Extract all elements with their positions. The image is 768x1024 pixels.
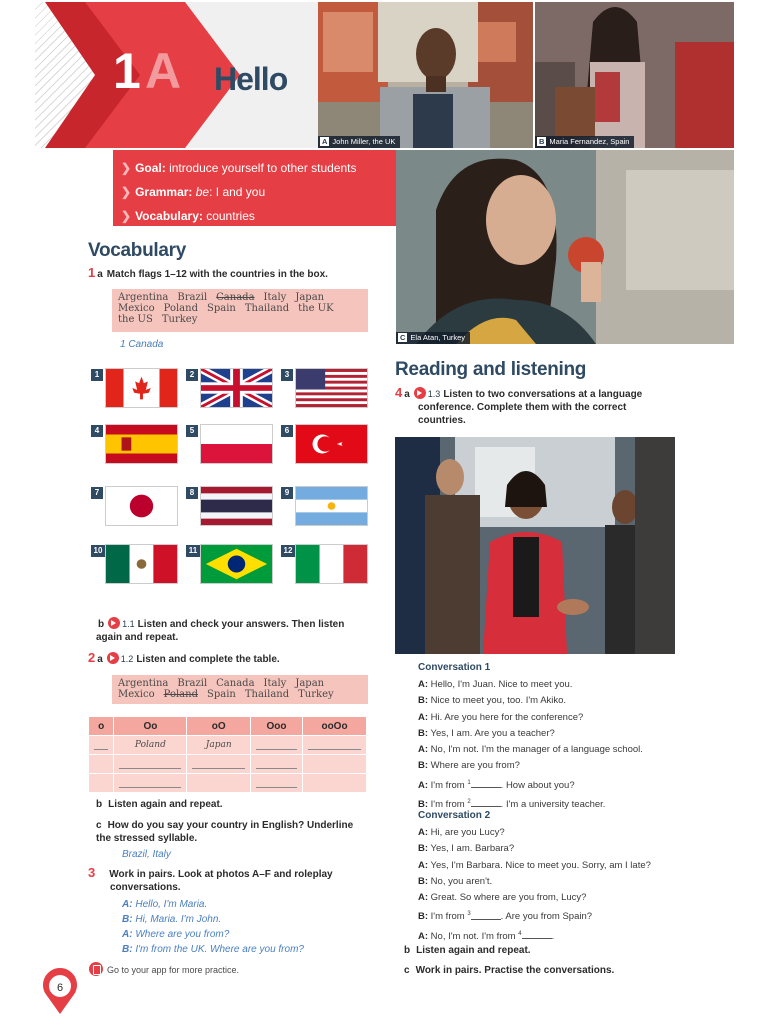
answer-blank[interactable] — [522, 931, 552, 939]
reading-heading: Reading and listening — [395, 359, 587, 380]
table-row — [89, 736, 367, 755]
photo-c-caption: C Ela Atan, Turkey — [396, 332, 470, 344]
answer-example: 1 Canada — [120, 339, 164, 350]
flag-number: 5 — [186, 425, 198, 437]
answer-blank[interactable] — [471, 780, 501, 788]
photo-a-caption: A John Miller, the UK — [318, 136, 400, 148]
flag-number: 2 — [186, 369, 198, 381]
exercise-1b: b 1.1 Listen and check your answers. Then listen again and repeat. — [96, 619, 345, 643]
grammar-line: ❯ Grammar: be: I and you — [121, 185, 266, 199]
table-header: Ooo — [250, 717, 302, 736]
audio-icon[interactable] — [108, 617, 120, 629]
table-header: o — [89, 717, 114, 736]
dialog-line: A: No, I'm not. I'm the manager of a language school. — [418, 744, 643, 756]
flag-number: 7 — [91, 487, 103, 499]
photo-a — [318, 2, 533, 148]
audio-icon[interactable] — [107, 652, 119, 664]
flag-number: 10 — [91, 545, 105, 557]
dialog-line: A: Great. So where are you from, Lucy? — [418, 892, 587, 904]
flag-argentina — [295, 486, 368, 526]
dialog-line: A: Yes, I'm Barbara. Nice to meet you. Sorry, am I late? — [418, 859, 651, 871]
conversation-2 — [418, 825, 651, 945]
flag-number: 12 — [281, 545, 295, 557]
answer-blank[interactable] — [471, 799, 501, 807]
flag-thailand — [200, 486, 273, 526]
vocabulary-line: ❯ Vocabulary: countries — [121, 209, 255, 223]
unit-header — [35, 2, 318, 148]
table-cell: Japan — [187, 736, 251, 755]
flag-spain — [105, 424, 178, 464]
exercise-2b: b Listen again and repeat. — [96, 799, 223, 810]
photo-c — [396, 150, 734, 344]
dialog-line: B: No, you aren't. — [418, 875, 493, 887]
dialog-line: B: Yes, I am. Are you a teacher? — [418, 727, 555, 739]
exercise-1a: 1 a Match flags 1–12 with the countries in the box. — [88, 265, 328, 280]
table-row — [89, 774, 367, 793]
photo-b — [535, 2, 734, 148]
conversation-1-title: Conversation 1 — [418, 662, 491, 673]
exercise-4b: b Listen again and repeat. — [404, 945, 531, 956]
flag-mexico — [105, 544, 178, 584]
exercise-4a: 4 a 1.3 Listen to two conversations at a language conference. Complete them with the correct countries. — [395, 385, 643, 426]
flag-number: 11 — [186, 545, 200, 557]
dialog-line: B: Where are you from? — [418, 760, 520, 772]
unit-letter: A — [145, 43, 182, 99]
goals-box — [113, 150, 396, 226]
flag-brazil — [200, 544, 273, 584]
exercise-2c-example: Brazil, Italy — [122, 849, 171, 860]
audio-icon[interactable] — [414, 387, 426, 399]
unit-number: 1 — [113, 43, 139, 99]
dialog-line: A: I'm from $^1$ . How about you? — [418, 779, 575, 791]
flag-number: 9 — [281, 487, 293, 499]
flag-uk — [200, 368, 273, 408]
vocabulary-heading: Vocabulary — [88, 240, 187, 261]
answer-blank[interactable] — [471, 912, 501, 920]
flag-number: 6 — [281, 425, 293, 437]
country-word-box-2: Argentina Brazil Canada Italy Japan Mexico Poland Spain Thailand Turkey — [112, 675, 368, 704]
unit-chevron-shape — [45, 2, 240, 148]
exercise-4c: c Work in pairs. Practise the conversations. — [404, 965, 615, 976]
goal-line: ❯ Goal: introduce yourself to other students — [121, 161, 357, 175]
chevron-right-icon: ❯ — [121, 209, 132, 223]
dialog-line: B: I'm from $^3$ . Are you from Spain? — [418, 911, 593, 923]
exercise-3-dialog: A: Hello, I'm Maria. B: Hi, Maria. I'm John. A: Where are you from? B: I'm from the UK. Where are you from? — [122, 899, 304, 955]
dialog-line: B: Yes, I am. Barbara? — [418, 843, 515, 855]
dialog-line: A: No, I'm not. I'm from $^4$ . — [418, 930, 555, 943]
page-number: 6 — [56, 982, 64, 994]
photo-b-caption: B Maria Fernandez, Spain — [535, 136, 634, 148]
dialog-line: A: Hello, I'm Juan. Nice to meet you. — [418, 679, 573, 690]
conversation-2-title: Conversation 2 — [418, 810, 491, 821]
flag-number: 4 — [91, 425, 103, 437]
app-practice-link[interactable]: Go to your app for more practice. — [89, 962, 239, 976]
exercise-3: 3 Work in pairs. Look at photos A–F and roleplay conversations. — [88, 865, 333, 893]
chevron-right-icon: ❯ — [121, 161, 132, 175]
table-cell: Poland — [114, 736, 187, 755]
dialog-line: A: Hi, are you Lucy? — [418, 827, 505, 838]
table-row — [89, 755, 367, 774]
flag-italy — [295, 544, 368, 584]
flag-turkey — [295, 424, 368, 464]
table-header: ooOo — [303, 717, 367, 736]
flag-poland — [200, 424, 273, 464]
dialog-line: B: I'm from $^2$ . I'm a university teacher. — [418, 799, 606, 811]
unit-title: Hello — [214, 61, 288, 97]
chevron-right-icon: ❯ — [121, 185, 132, 199]
exercise-2a: 2 a 1.2 Listen and complete the table. — [88, 650, 280, 665]
dialog-line: B: Nice to meet you, too. I'm Akiko. — [418, 695, 567, 707]
stress-pattern-table — [88, 716, 367, 793]
flag-us — [295, 368, 368, 408]
table-header: Oo — [114, 717, 187, 736]
flag-number: 1 — [91, 369, 103, 381]
country-word-box: Argentina Brazil Canada Italy Japan Mexico Poland Spain Thailand the UK the US Turkey — [112, 289, 368, 332]
exercise-2c: c How do you say your country in English? Underline the stressed syllable. — [96, 820, 354, 844]
conversation-1 — [418, 677, 643, 814]
flag-japan — [105, 486, 178, 526]
flag-number: 3 — [281, 369, 293, 381]
phone-app-icon — [89, 962, 103, 976]
flag-canada — [105, 368, 178, 408]
flag-number: 8 — [186, 487, 198, 499]
conference-photo — [395, 437, 675, 654]
dialog-line: A: Hi. Are you here for the conference? — [418, 711, 584, 723]
table-header: oO — [187, 717, 251, 736]
